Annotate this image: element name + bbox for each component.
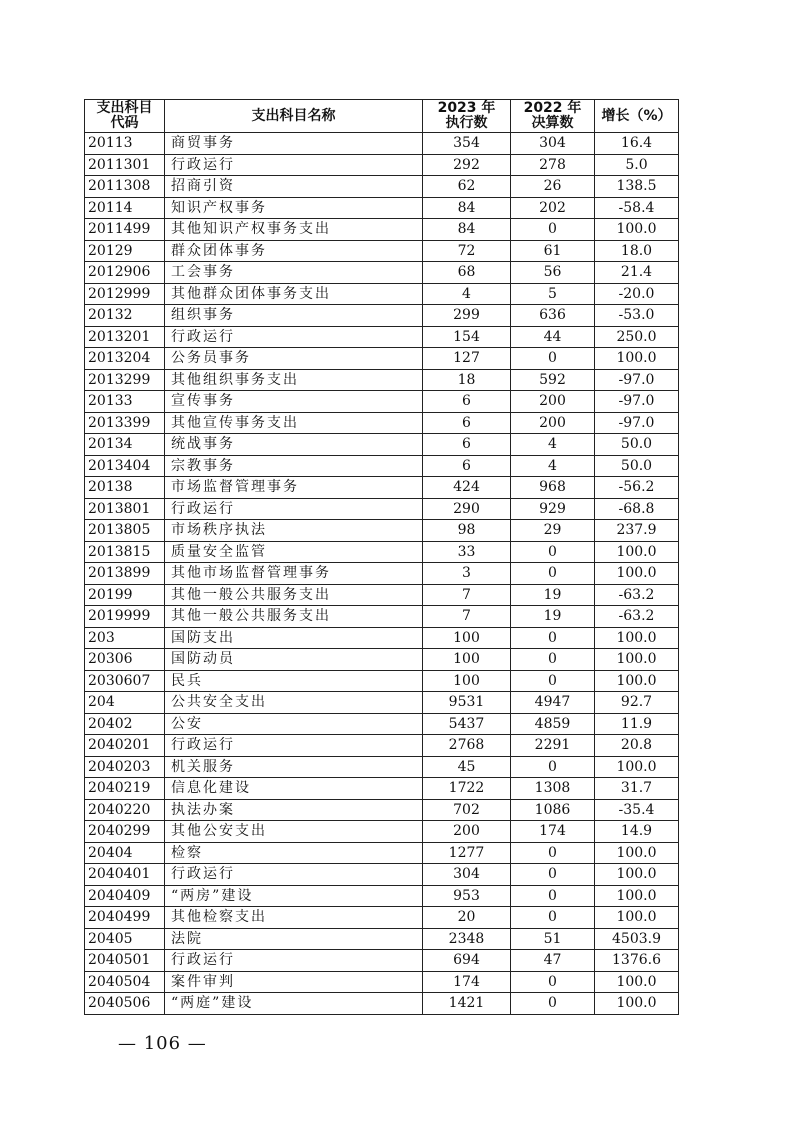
growth-cell: -53.0 [595,305,679,327]
name-cell: 行政运行 [165,735,423,757]
growth-cell: -97.0 [595,369,679,391]
value-2022-cell: 174 [511,821,595,843]
header-2022: 2022 年 决算数 [511,100,595,133]
name-cell: 市场秩序执法 [165,520,423,542]
table-row [85,735,679,757]
code-cell: 2040220 [85,799,165,821]
value-2022-cell: 592 [511,369,595,391]
growth-cell: -58.4 [595,197,679,219]
name-cell: “两房”建设 [165,885,423,907]
value-2023-cell: 6 [423,391,511,413]
value-2023-cell: 1277 [423,842,511,864]
code-cell: 2040409 [85,885,165,907]
table-row [85,928,679,950]
growth-cell: -97.0 [595,391,679,413]
code-cell: 2011308 [85,176,165,198]
value-2022-cell: 0 [511,649,595,671]
value-2022-cell: 929 [511,498,595,520]
name-cell: 群众团体事务 [165,240,423,262]
growth-cell: 100.0 [595,907,679,929]
growth-cell: 92.7 [595,692,679,714]
table-row [85,455,679,477]
table-row [85,584,679,606]
value-2023-cell: 292 [423,154,511,176]
table-row [85,240,679,262]
value-2022-cell: 2291 [511,735,595,757]
name-cell: 公共安全支出 [165,692,423,714]
expenditure-table-container [84,99,678,1015]
table-row [85,778,679,800]
value-2022-cell: 0 [511,885,595,907]
value-2022-cell: 636 [511,305,595,327]
growth-cell: 100.0 [595,219,679,241]
value-2023-cell: 702 [423,799,511,821]
table-row [85,563,679,585]
code-cell: 2013801 [85,498,165,520]
table-row [85,262,679,284]
code-cell: 20405 [85,928,165,950]
name-cell: 商贸事务 [165,133,423,155]
code-cell: 2030607 [85,670,165,692]
value-2022-cell: 19 [511,606,595,628]
value-2022-cell: 200 [511,391,595,413]
header-growth: 增长（%） [595,100,679,133]
code-cell: 2013404 [85,455,165,477]
growth-cell: 11.9 [595,713,679,735]
name-cell: 行政运行 [165,154,423,176]
growth-cell: 16.4 [595,133,679,155]
code-cell: 20129 [85,240,165,262]
table-header-row [85,100,679,133]
table-row [85,971,679,993]
value-2023-cell: 1722 [423,778,511,800]
growth-cell: 100.0 [595,627,679,649]
value-2022-cell: 200 [511,412,595,434]
code-cell: 2013899 [85,563,165,585]
code-cell: 20402 [85,713,165,735]
value-2022-cell: 0 [511,971,595,993]
code-cell: 20199 [85,584,165,606]
growth-cell: -20.0 [595,283,679,305]
table-row [85,477,679,499]
value-2023-cell: 1421 [423,993,511,1015]
code-cell: 20138 [85,477,165,499]
table-row [85,434,679,456]
table-row [85,606,679,628]
value-2022-cell: 968 [511,477,595,499]
name-cell: 行政运行 [165,864,423,886]
name-cell: 其他一般公共服务支出 [165,584,423,606]
value-2023-cell: 100 [423,627,511,649]
value-2022-cell: 47 [511,950,595,972]
table-row [85,305,679,327]
table-row [85,649,679,671]
growth-cell: 100.0 [595,541,679,563]
name-cell: 统战事务 [165,434,423,456]
growth-cell: 100.0 [595,885,679,907]
code-cell: 2012906 [85,262,165,284]
growth-cell: 21.4 [595,262,679,284]
value-2022-cell: 0 [511,541,595,563]
header-name: 支出科目名称 [165,100,423,133]
value-2023-cell: 100 [423,649,511,671]
name-cell: 其他宣传事务支出 [165,412,423,434]
name-cell: 工会事务 [165,262,423,284]
name-cell: 其他群众团体事务支出 [165,283,423,305]
code-cell: 20404 [85,842,165,864]
value-2023-cell: 7 [423,584,511,606]
table-row [85,993,679,1015]
name-cell: 其他检察支出 [165,907,423,929]
growth-cell: 100.0 [595,348,679,370]
page-number: — 106 — [118,1033,207,1054]
header-2023: 2023 年 执行数 [423,100,511,133]
table-row [85,348,679,370]
name-cell: 民兵 [165,670,423,692]
value-2023-cell: 100 [423,670,511,692]
value-2022-cell: 1086 [511,799,595,821]
name-cell: 检察 [165,842,423,864]
growth-cell: 18.0 [595,240,679,262]
value-2023-cell: 200 [423,821,511,843]
value-2023-cell: 62 [423,176,511,198]
table-row [85,864,679,886]
value-2022-cell: 0 [511,864,595,886]
name-cell: 其他一般公共服务支出 [165,606,423,628]
growth-cell: 100.0 [595,649,679,671]
value-2022-cell: 0 [511,627,595,649]
code-cell: 2011301 [85,154,165,176]
name-cell: 组织事务 [165,305,423,327]
code-cell: 20132 [85,305,165,327]
name-cell: 质量安全监管 [165,541,423,563]
name-cell: 执法办案 [165,799,423,821]
name-cell: “两庭”建设 [165,993,423,1015]
code-cell: 2040504 [85,971,165,993]
value-2022-cell: 4 [511,455,595,477]
growth-cell: 4503.9 [595,928,679,950]
growth-cell: -56.2 [595,477,679,499]
value-2022-cell: 19 [511,584,595,606]
value-2022-cell: 202 [511,197,595,219]
name-cell: 公务员事务 [165,348,423,370]
value-2022-cell: 61 [511,240,595,262]
code-cell: 20134 [85,434,165,456]
name-cell: 市场监督管理事务 [165,477,423,499]
header-code: 支出科目 代码 [85,100,165,133]
table-row [85,842,679,864]
value-2023-cell: 354 [423,133,511,155]
table-row [85,391,679,413]
table-row [85,756,679,778]
value-2023-cell: 84 [423,197,511,219]
code-cell: 20113 [85,133,165,155]
value-2023-cell: 9531 [423,692,511,714]
code-cell: 2012999 [85,283,165,305]
table-row [85,283,679,305]
table-body [85,133,679,1015]
code-cell: 2013399 [85,412,165,434]
value-2022-cell: 304 [511,133,595,155]
code-cell: 203 [85,627,165,649]
code-cell: 2019999 [85,606,165,628]
name-cell: 宗教事务 [165,455,423,477]
table-row [85,713,679,735]
code-cell: 20114 [85,197,165,219]
value-2022-cell: 0 [511,563,595,585]
table-row [85,326,679,348]
value-2022-cell: 29 [511,520,595,542]
name-cell: 机关服务 [165,756,423,778]
growth-cell: -68.8 [595,498,679,520]
code-cell: 2040203 [85,756,165,778]
name-cell: 行政运行 [165,950,423,972]
name-cell: 行政运行 [165,326,423,348]
value-2022-cell: 0 [511,756,595,778]
value-2023-cell: 6 [423,455,511,477]
growth-cell: 100.0 [595,563,679,585]
name-cell: 宣传事务 [165,391,423,413]
growth-cell: -63.2 [595,606,679,628]
value-2023-cell: 5437 [423,713,511,735]
value-2023-cell: 84 [423,219,511,241]
growth-cell: 100.0 [595,842,679,864]
name-cell: 行政运行 [165,498,423,520]
table-row [85,885,679,907]
expenditure-table [84,99,679,1015]
value-2023-cell: 953 [423,885,511,907]
table-row [85,219,679,241]
value-2023-cell: 694 [423,950,511,972]
table-row [85,670,679,692]
value-2022-cell: 5 [511,283,595,305]
growth-cell: 100.0 [595,756,679,778]
code-cell: 2040506 [85,993,165,1015]
growth-cell: 31.7 [595,778,679,800]
code-cell: 20306 [85,649,165,671]
table-row [85,520,679,542]
value-2023-cell: 304 [423,864,511,886]
growth-cell: 50.0 [595,434,679,456]
table-row [85,821,679,843]
code-cell: 2013299 [85,369,165,391]
table-row [85,176,679,198]
value-2023-cell: 4 [423,283,511,305]
value-2023-cell: 6 [423,412,511,434]
value-2022-cell: 0 [511,907,595,929]
value-2022-cell: 51 [511,928,595,950]
code-cell: 2040401 [85,864,165,886]
growth-cell: 1376.6 [595,950,679,972]
value-2022-cell: 44 [511,326,595,348]
value-2023-cell: 33 [423,541,511,563]
value-2022-cell: 4 [511,434,595,456]
table-row [85,950,679,972]
table-row [85,692,679,714]
code-cell: 2040201 [85,735,165,757]
value-2023-cell: 154 [423,326,511,348]
growth-cell: 237.9 [595,520,679,542]
value-2022-cell: 278 [511,154,595,176]
value-2022-cell: 0 [511,219,595,241]
value-2023-cell: 3 [423,563,511,585]
value-2023-cell: 72 [423,240,511,262]
value-2022-cell: 56 [511,262,595,284]
growth-cell: 250.0 [595,326,679,348]
value-2022-cell: 0 [511,348,595,370]
growth-cell: -63.2 [595,584,679,606]
name-cell: 其他组织事务支出 [165,369,423,391]
value-2022-cell: 0 [511,993,595,1015]
value-2022-cell: 4947 [511,692,595,714]
value-2023-cell: 45 [423,756,511,778]
table-row [85,799,679,821]
value-2022-cell: 0 [511,670,595,692]
growth-cell: 100.0 [595,993,679,1015]
value-2023-cell: 127 [423,348,511,370]
value-2023-cell: 2768 [423,735,511,757]
name-cell: 知识产权事务 [165,197,423,219]
value-2023-cell: 2348 [423,928,511,950]
table-row [85,154,679,176]
value-2022-cell: 4859 [511,713,595,735]
value-2023-cell: 299 [423,305,511,327]
name-cell: 信息化建设 [165,778,423,800]
code-cell: 2011499 [85,219,165,241]
code-cell: 2013204 [85,348,165,370]
table-header [85,100,679,133]
code-cell: 20133 [85,391,165,413]
name-cell: 其他知识产权事务支出 [165,219,423,241]
growth-cell: 100.0 [595,670,679,692]
table-row [85,498,679,520]
name-cell: 法院 [165,928,423,950]
growth-cell: 50.0 [595,455,679,477]
code-cell: 2040501 [85,950,165,972]
value-2023-cell: 68 [423,262,511,284]
name-cell: 公安 [165,713,423,735]
table-row [85,197,679,219]
growth-cell: -35.4 [595,799,679,821]
value-2023-cell: 98 [423,520,511,542]
value-2023-cell: 6 [423,434,511,456]
value-2023-cell: 174 [423,971,511,993]
growth-cell: 14.9 [595,821,679,843]
value-2022-cell: 26 [511,176,595,198]
code-cell: 2040499 [85,907,165,929]
table-row [85,133,679,155]
name-cell: 案件审判 [165,971,423,993]
table-row [85,627,679,649]
code-cell: 2013815 [85,541,165,563]
code-cell: 2013805 [85,520,165,542]
name-cell: 国防动员 [165,649,423,671]
growth-cell: 138.5 [595,176,679,198]
growth-cell: 20.8 [595,735,679,757]
value-2023-cell: 18 [423,369,511,391]
code-cell: 204 [85,692,165,714]
growth-cell: 100.0 [595,864,679,886]
code-cell: 2040299 [85,821,165,843]
table-row [85,412,679,434]
code-cell: 2013201 [85,326,165,348]
table-row [85,541,679,563]
value-2023-cell: 20 [423,907,511,929]
name-cell: 招商引资 [165,176,423,198]
value-2022-cell: 0 [511,842,595,864]
table-row [85,907,679,929]
name-cell: 其他公安支出 [165,821,423,843]
value-2022-cell: 1308 [511,778,595,800]
table-row [85,369,679,391]
name-cell: 其他市场监督管理事务 [165,563,423,585]
growth-cell: 5.0 [595,154,679,176]
value-2023-cell: 424 [423,477,511,499]
code-cell: 2040219 [85,778,165,800]
growth-cell: -97.0 [595,412,679,434]
growth-cell: 100.0 [595,971,679,993]
value-2023-cell: 290 [423,498,511,520]
name-cell: 国防支出 [165,627,423,649]
value-2023-cell: 7 [423,606,511,628]
